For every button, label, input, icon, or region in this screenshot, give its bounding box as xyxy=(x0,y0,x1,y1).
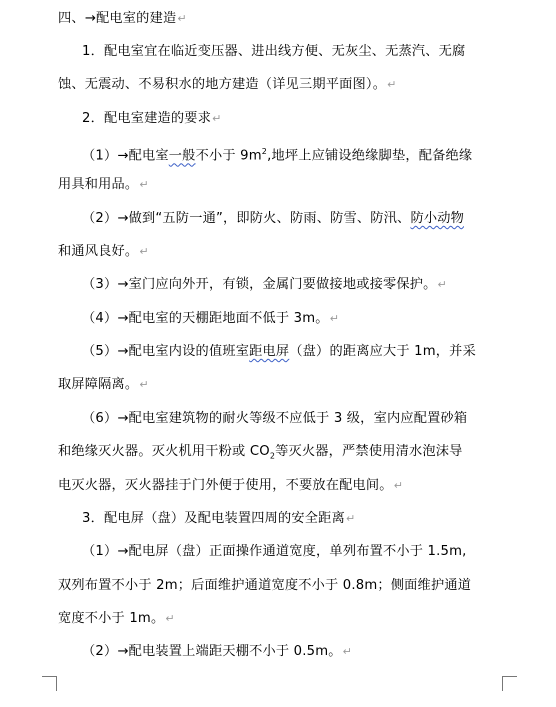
page-margin-corner-right xyxy=(502,676,517,691)
paragraph-mark: ↵ xyxy=(165,612,175,625)
paragraph-mark: ↵ xyxy=(437,278,447,291)
item-7-line-3: 宽度不小于 1m。↵ xyxy=(58,611,175,626)
section-heading: 四、→配电室的建造↵ xyxy=(58,11,187,26)
item-3: （3）→室门应向外开，有锁，金属门要做接地或接零保护。↵ xyxy=(82,277,447,292)
paragraph-mark: ↵ xyxy=(387,78,397,91)
item-7-line-2: 双列布置不小于 2m；后面维护通道宽度不小于 0.8m；侧面维护通道 xyxy=(58,578,472,593)
item-6-line-3: 电灭火器，灭火器挂于门外便于使用，不要放在配电间。↵ xyxy=(58,478,404,493)
paragraph-mark: ↵ xyxy=(342,645,353,658)
item-2-line-1: （2）→做到“五防一通”，即防火、防雨、防雪、防汛、防小动物 xyxy=(82,211,464,226)
item-1-line-2: 用具和用品。↵ xyxy=(58,177,149,192)
item-6-line-1: （6）→配电室建筑物的耐火等级不应低于 3 级，室内应配置砂箱 xyxy=(82,411,468,426)
paragraph-mark: ↵ xyxy=(212,112,222,125)
paragraph-1-line-2: 蚀、无震动、不易积水的地方建造（详见三期平面图）。↵ xyxy=(58,77,397,92)
item-8: （2）→配电装置上端距天棚不小于 0.5m。↵ xyxy=(82,644,353,659)
paragraph-mark: ↵ xyxy=(393,479,404,492)
subheading-requirements: 2．配电室建造的要求↵ xyxy=(82,111,222,126)
grammar-underline: 一般 xyxy=(168,148,196,164)
item-5-line-1: （5）→配电室内设的值班室距电屏（盘）的距离应大于 1m，并采 xyxy=(82,344,476,359)
paragraph-mark: ↵ xyxy=(139,245,149,258)
paragraph-mark: ↵ xyxy=(177,12,187,25)
item-7-line-1: （1）→配电屏（盘）正面操作通道宽度，单列布置不小于 1.5m, xyxy=(82,544,467,559)
item-5-line-2: 取屏障隔离。↵ xyxy=(58,377,149,392)
item-6-line-2: 和绝缘灭火器。灭火机用干粉或 $CO_2$等灭火器，严禁使用清水泡沫导 xyxy=(58,444,463,461)
grammar-underline: 距电屏 xyxy=(249,344,290,359)
paragraph-mark: ↵ xyxy=(345,512,356,525)
item-2-line-2: 和通风良好。↵ xyxy=(58,244,149,259)
paragraph-mark: ↵ xyxy=(139,178,149,191)
page-margin-corner-left xyxy=(42,676,57,691)
paragraph-1-line-1: 1．配电室宜在临近变压器、进出线方便、无灰尘、无蒸汽、无腐 xyxy=(82,44,466,59)
paragraph-mark: ↵ xyxy=(329,312,340,325)
item-1-line-1: （1）→配电室一般不小于 $9m^2$,地坪上应铺设绝缘脚垫，配备绝缘 xyxy=(82,147,473,164)
subheading-safety-distance: 3．配电屏（盘）及配电装置四周的安全距离↵ xyxy=(82,511,356,526)
item-4: （4）→配电室的天棚距地面不低于 3m。↵ xyxy=(82,311,340,326)
grammar-underline: 防小动物 xyxy=(410,211,464,226)
paragraph-mark: ↵ xyxy=(139,378,149,391)
